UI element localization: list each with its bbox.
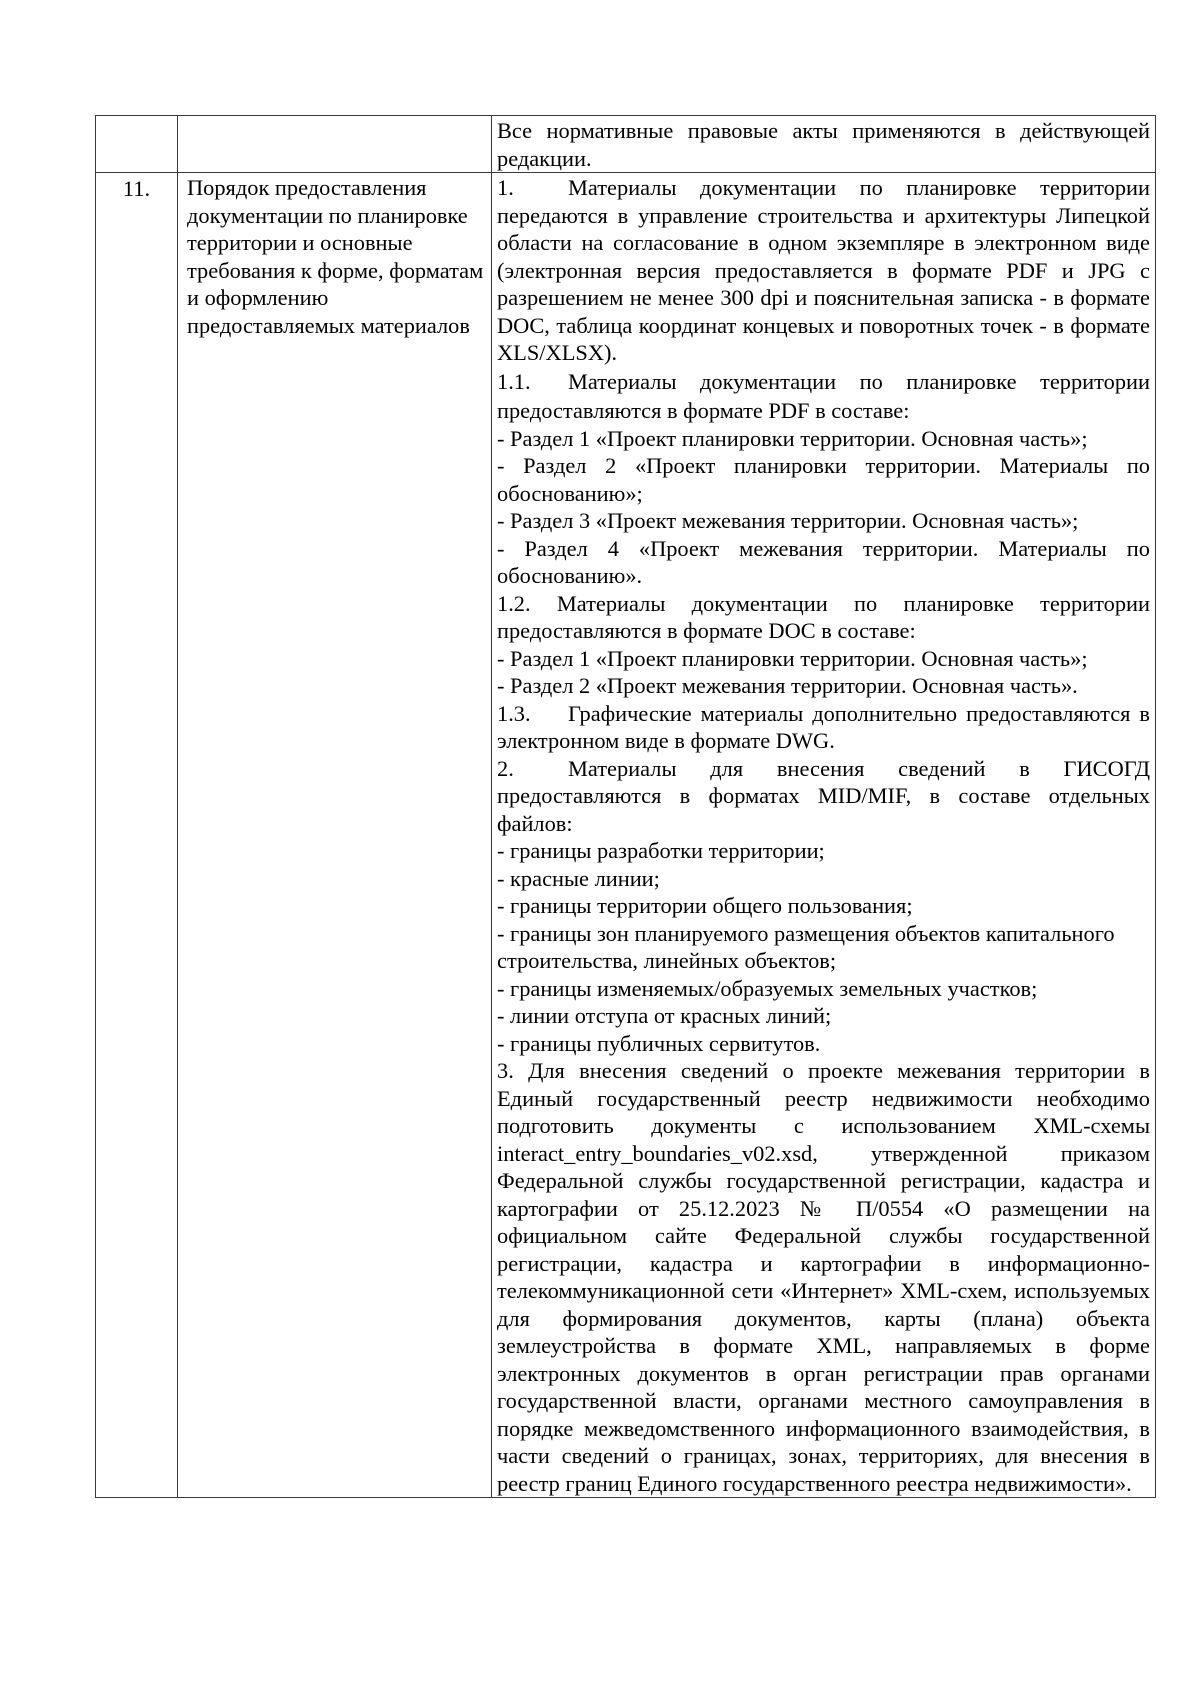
requirements-table	[95, 115, 1156, 1498]
row-label-cell	[178, 116, 492, 173]
list-item: - Раздел 1 «Проект планировки территории. Основная часть»;	[497, 425, 1088, 451]
list-item: - линии отступа от красных линий;	[497, 1003, 832, 1028]
list-item: - красные линии;	[497, 865, 660, 891]
list-item: - Раздел 2 «Проект планировки территории. Материалы по обоснованию»;	[497, 453, 1150, 506]
item-number: 1.3.	[497, 700, 531, 726]
table-row	[96, 116, 1156, 173]
row-content-cell	[492, 116, 1156, 173]
table-row	[96, 173, 1156, 1498]
item-number: 1.	[497, 175, 514, 200]
paragraph-1-1-line-1	[497, 367, 1150, 396]
row-number-cell: 11.	[96, 173, 178, 1498]
list-item: - границы территории общего пользования;	[497, 893, 913, 918]
paragraph-1-2: 1.2. Материалы документации по планировке территории предоставляются в формате DOC в составе:	[497, 590, 1150, 643]
list-item: - Раздел 2 «Проект межевания территории. Основная часть».	[497, 673, 1078, 698]
list-item: - границы публичных сервитутов.	[497, 1030, 821, 1056]
paragraph-1	[497, 174, 1150, 367]
paragraph-text: Материалы документации по планировке территории	[568, 368, 1150, 394]
row-number-cell	[96, 116, 178, 173]
list-item: - Раздел 4 «Проект межевания территории. Материалы по обоснованию».	[497, 535, 1150, 588]
paragraph-text: Графические материалы дополнительно предоставляются в электронном виде в формате DWG.	[497, 700, 1150, 753]
list-item: - границы изменяемых/образуемых земельных участков;	[497, 975, 1038, 1001]
paragraph-text: Материалы документации по планировке территории передаются в управление строительства и архитектуры Липецкой области на согласование в одном экземпляре в электронном виде (электронная версия предоставляется в формате PDF и JPG с разрешением не менее 300 dpi и пояснительная записка - в формате DOC, таблица координат концевых и поворотных точек - в формате XLS/XLSX).	[497, 175, 1150, 365]
paragraph-1-1-line-2: предоставляются в формате PDF в составе:	[497, 397, 910, 423]
paragraph-2	[497, 755, 1150, 838]
paragraph-1-3	[497, 700, 1150, 755]
item-number: 2.	[497, 755, 514, 781]
list-item: - Раздел 1 «Проект планировки территории. Основная часть»;	[497, 645, 1088, 671]
paragraph: Все нормативные правовые акты применяются в действующей редакции.	[497, 118, 1150, 171]
item-number: 1.1.	[497, 368, 531, 394]
paragraph-text: Материалы для внесения сведений в ГИСОГД предоставляются в форматах MID/MIF, в составе отдельных файлов:	[497, 755, 1150, 836]
list-item: - Раздел 3 «Проект межевания территории. Основная часть»;	[497, 508, 1079, 533]
row-label-cell: Порядок предоставления документации по планировке территории и основные требования к форме, форматам и оформлению предоставляемых материалов	[178, 173, 492, 1498]
list-item: - границы зон планируемого размещения объектов капитального строительства, линейных объектов;	[497, 920, 1115, 973]
paragraph-3: 3. Для внесения сведений о проекте межевания территории в Единый государственный реестр недвижимости необходимо подготовить документы с использованием XML-схемы interact_entry_boundaries_v02.xsd, утвержденной приказом Федеральной службы государственной регистрации, кадастра и картографии от 25.12.2023 № П/0554 «О размещении на официальном сайте Федеральной службы государственной регистрации, кадастра и картографии в информационно-телекоммуникационной сети «Интернет» XML-схем, используемых для формирования документов, карты (плана) объекта землеустройства в формате XML, направляемых в форме электронных документов в орган регистрации прав органами государственной власти, органами местного самоуправления в порядке межведомственного информационного взаимодействия, в части сведений о границах, зонах, территориях, для внесения в реестр границ Единого государственного реестра недвижимости».	[497, 1058, 1150, 1496]
list-item: - границы разработки территории;	[497, 838, 825, 863]
row-content-cell	[492, 173, 1156, 1498]
